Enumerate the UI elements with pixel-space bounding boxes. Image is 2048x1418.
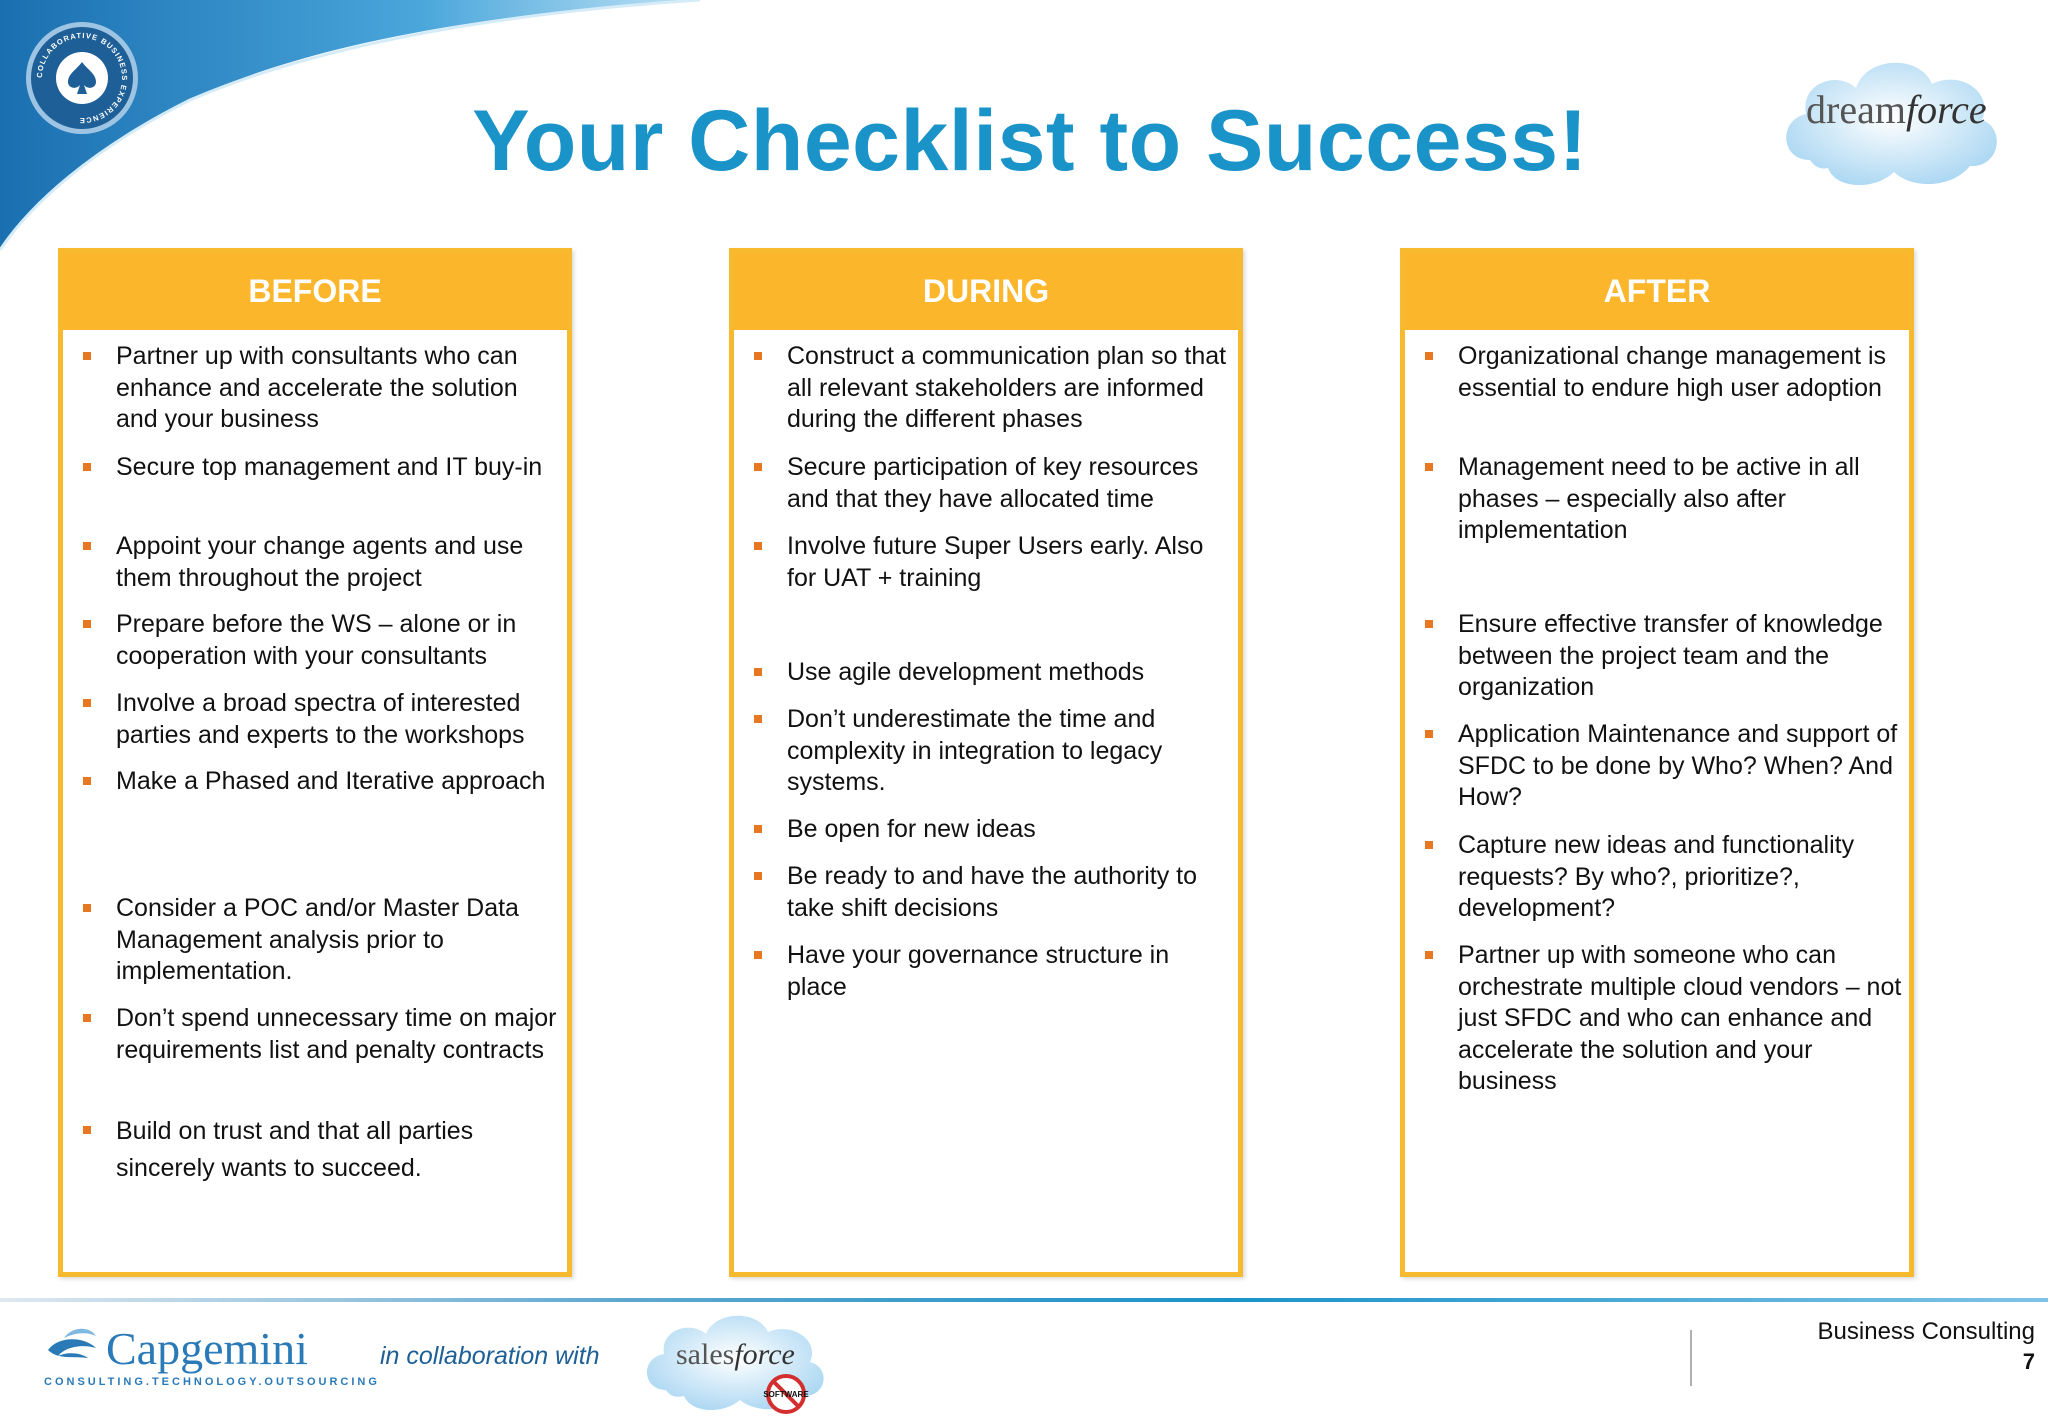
- list-item: Partner up with consultants who can enhance and accelerate the solution and your business: [116, 341, 561, 436]
- list-item: Make a Phased and Iterative approach: [116, 766, 561, 798]
- list-item: Be ready to and have the authority to take shift decisions: [787, 861, 1232, 924]
- list-item: Involve future Super Users early. Also for UAT + training: [787, 531, 1232, 594]
- collaboration-text: in collaboration with: [380, 1342, 600, 1370]
- capgemini-wordmark: Capgemini: [106, 1323, 308, 1374]
- footer-divider: [0, 1298, 2048, 1302]
- svg-text:COLLABORATIVE BUSINESS EXPERIE: [35, 31, 129, 125]
- column-header: AFTER: [1405, 253, 1909, 330]
- list-item: Management need to be active in all phases – especially also after implementation: [1458, 452, 1903, 547]
- column-header: BEFORE: [63, 253, 567, 330]
- page-title: Your Checklist to Success!: [472, 93, 1588, 189]
- list-item: Secure top management and IT buy-in: [116, 452, 561, 484]
- list-item: Use agile development methods: [787, 657, 1232, 689]
- after-column: [1400, 248, 1914, 1277]
- list-item: Prepare before the WS – alone or in cooperation with your consultants: [116, 609, 561, 672]
- salesforce-logo: salesforce: [676, 1338, 795, 1371]
- list-item: Have your governance structure in place: [787, 940, 1232, 1003]
- list-item: Ensure effective transfer of knowledge between the project team and the organization: [1458, 609, 1903, 704]
- list-item: Construct a communication plan so that all relevant stakeholders are informed during the different phases: [787, 341, 1232, 436]
- list-item: Organizational change management is essential to endure high user adoption: [1458, 341, 1903, 404]
- dreamforce-logo: dreamforce: [1806, 87, 1987, 132]
- list-item: Appoint your change agents and use them throughout the project: [116, 531, 561, 594]
- capgemini-tagline: CONSULTING.TECHNOLOGY.OUTSOURCING: [44, 1376, 380, 1388]
- badge-text: COLLABORATIVE BUSINESS EXPERIENCE: [34, 30, 130, 126]
- list-item: Partner up with someone who can orchestrate multiple cloud vendors – not just SFDC and who can enhance and accelerate the solution and your business: [1458, 940, 1903, 1098]
- footer-separator: [1690, 1330, 1692, 1386]
- list-item: Consider a POC and/or Master Data Management analysis prior to implementation.: [116, 893, 561, 988]
- list-item: Secure participation of key resources and that they have allocated time: [787, 452, 1232, 515]
- list-item: Build on trust and that all parties sincerely wants to succeed.: [116, 1113, 561, 1187]
- list-item: Capture new ideas and functionality requests? By who?, prioritize?, development?: [1458, 830, 1903, 925]
- list-item: Don’t underestimate the time and complexity in integration to legacy systems.: [787, 704, 1232, 799]
- list-item: Don’t spend unnecessary time on major requirements list and penalty contracts: [116, 1003, 561, 1066]
- column-header: DURING: [734, 253, 1238, 330]
- page-number: 7: [2022, 1349, 2035, 1374]
- before-column: [58, 248, 572, 1277]
- list-item: Involve a broad spectra of interested parties and experts to the workshops: [116, 688, 561, 751]
- collaborative-badge: [26, 22, 138, 134]
- division-label: Business Consulting: [1817, 1318, 2035, 1345]
- during-column: [729, 248, 1243, 1277]
- list-item: Application Maintenance and support of SFDC to be done by Who? When? And How?: [1458, 719, 1903, 814]
- list-item: Be open for new ideas: [787, 814, 1232, 846]
- software-stamp-text: SOFTWARE: [763, 1390, 809, 1399]
